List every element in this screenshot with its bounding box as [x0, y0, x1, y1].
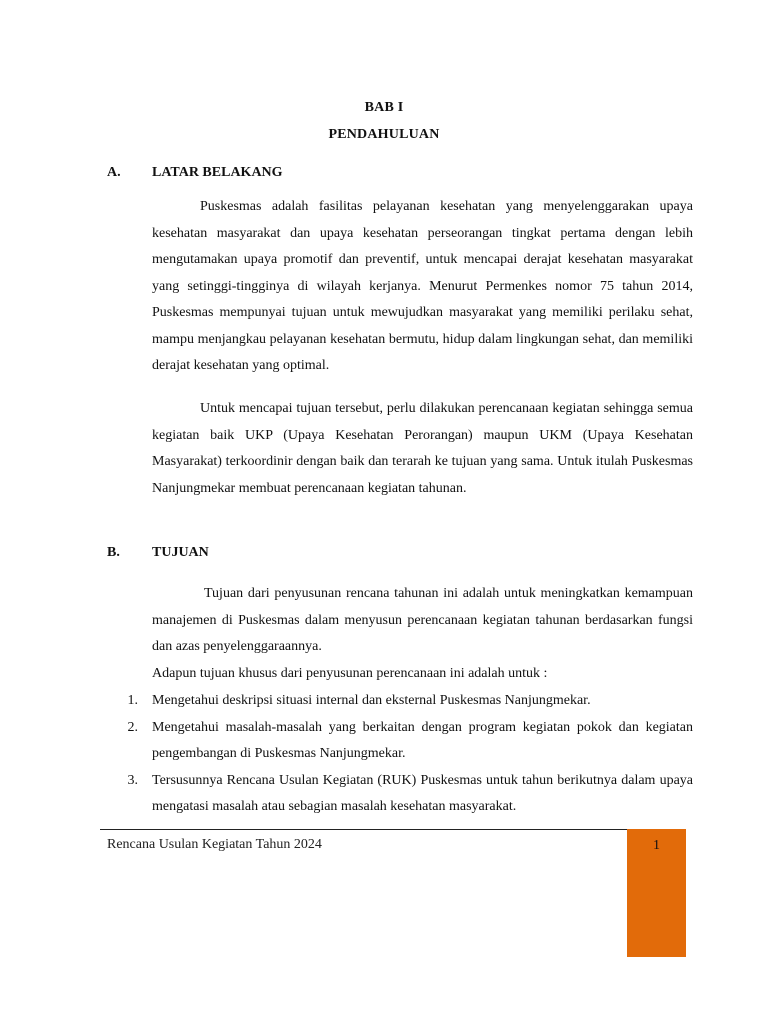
section-b-paragraph-1-text: Tujuan dari penyusunan rencana tahunan ini adalah untuk meningkatkan kemampuan manajemen di Puskesmas dalam menyusun perencanaan kegiatan tahunan berdasarkan fungsi dan azas penyelenggaraannya. [152, 586, 693, 654]
list-item-2-number: 2. [127, 720, 138, 735]
section-b-letter: B. [107, 545, 120, 560]
list-item-1-number: 1. [127, 693, 138, 708]
page-number: 1 [653, 838, 660, 853]
section-a-paragraph-2-text: Untuk mencapai tujuan tersebut, perlu dilakukan perencanaan kegiatan sehingga semua kegiatan baik UKP (Upaya Kesehatan Perorangan) maupun UKM (Upaya Kesehatan Masyarakat) terkoordinir dengan baik dan terarah ke tujuan yang sama. Untuk itulah Puskesmas Nanjungmekar membuat perencanaan kegiatan tahunan. [152, 401, 693, 496]
section-b-paragraph-1 [152, 581, 693, 661]
section-b-intro: Adapun tujuan khusus dari penyusunan perencanaan ini adalah untuk : [152, 666, 548, 681]
chapter-title: PENDAHULUAN [328, 127, 440, 142]
list-item-3-text: Tersusunnya Rencana Usulan Kegiatan (RUK) Puskesmas untuk tahun berikutnya dalam upaya mengatasi masalah atau sebagian masalah kesehatan masyarakat. [152, 773, 693, 814]
list-item-3-number: 3. [127, 773, 138, 788]
section-a-paragraph-1 [152, 194, 693, 380]
footer-title: Rencana Usulan Kegiatan Tahun 2024 [107, 837, 322, 852]
section-a-paragraph-2 [152, 396, 693, 502]
section-a-paragraph-1-text: Puskesmas adalah fasilitas pelayanan kesehatan yang menyelenggarakan upaya kesehatan masyarakat dan upaya kesehatan perseorangan tingkat pertama dengan lebih mengutamakan upaya promotif dan preventif, untuk mencapai derajat kesehatan masyarakat yang setinggi-tingginya di wilayah kerjanya. Menurut Permenkes nomor 75 tahun 2014, Puskesmas mempunyai tujuan untuk mewujudkan masyarakat yang memiliki perilaku sehat, mampu menjangkau pelayanan kesehatan bermutu, hidup dalam lingkungan sehat, dan memiliki derajat kesehatan yang optimal. [152, 199, 693, 373]
section-a-letter: A. [107, 165, 121, 180]
list-item-1-text: Mengetahui deskripsi situasi internal dan eksternal Puskesmas Nanjungmekar. [152, 693, 591, 708]
footer-divider [100, 829, 686, 830]
chapter-label: BAB I [364, 100, 404, 115]
list-item-2-text: Mengetahui masalah-masalah yang berkaitan dengan program kegiatan pokok dan kegiatan pengembangan di Puskesmas Nanjungmekar. [152, 720, 693, 761]
section-b-title: TUJUAN [152, 545, 209, 560]
section-a-title: LATAR BELAKANG [152, 165, 283, 180]
